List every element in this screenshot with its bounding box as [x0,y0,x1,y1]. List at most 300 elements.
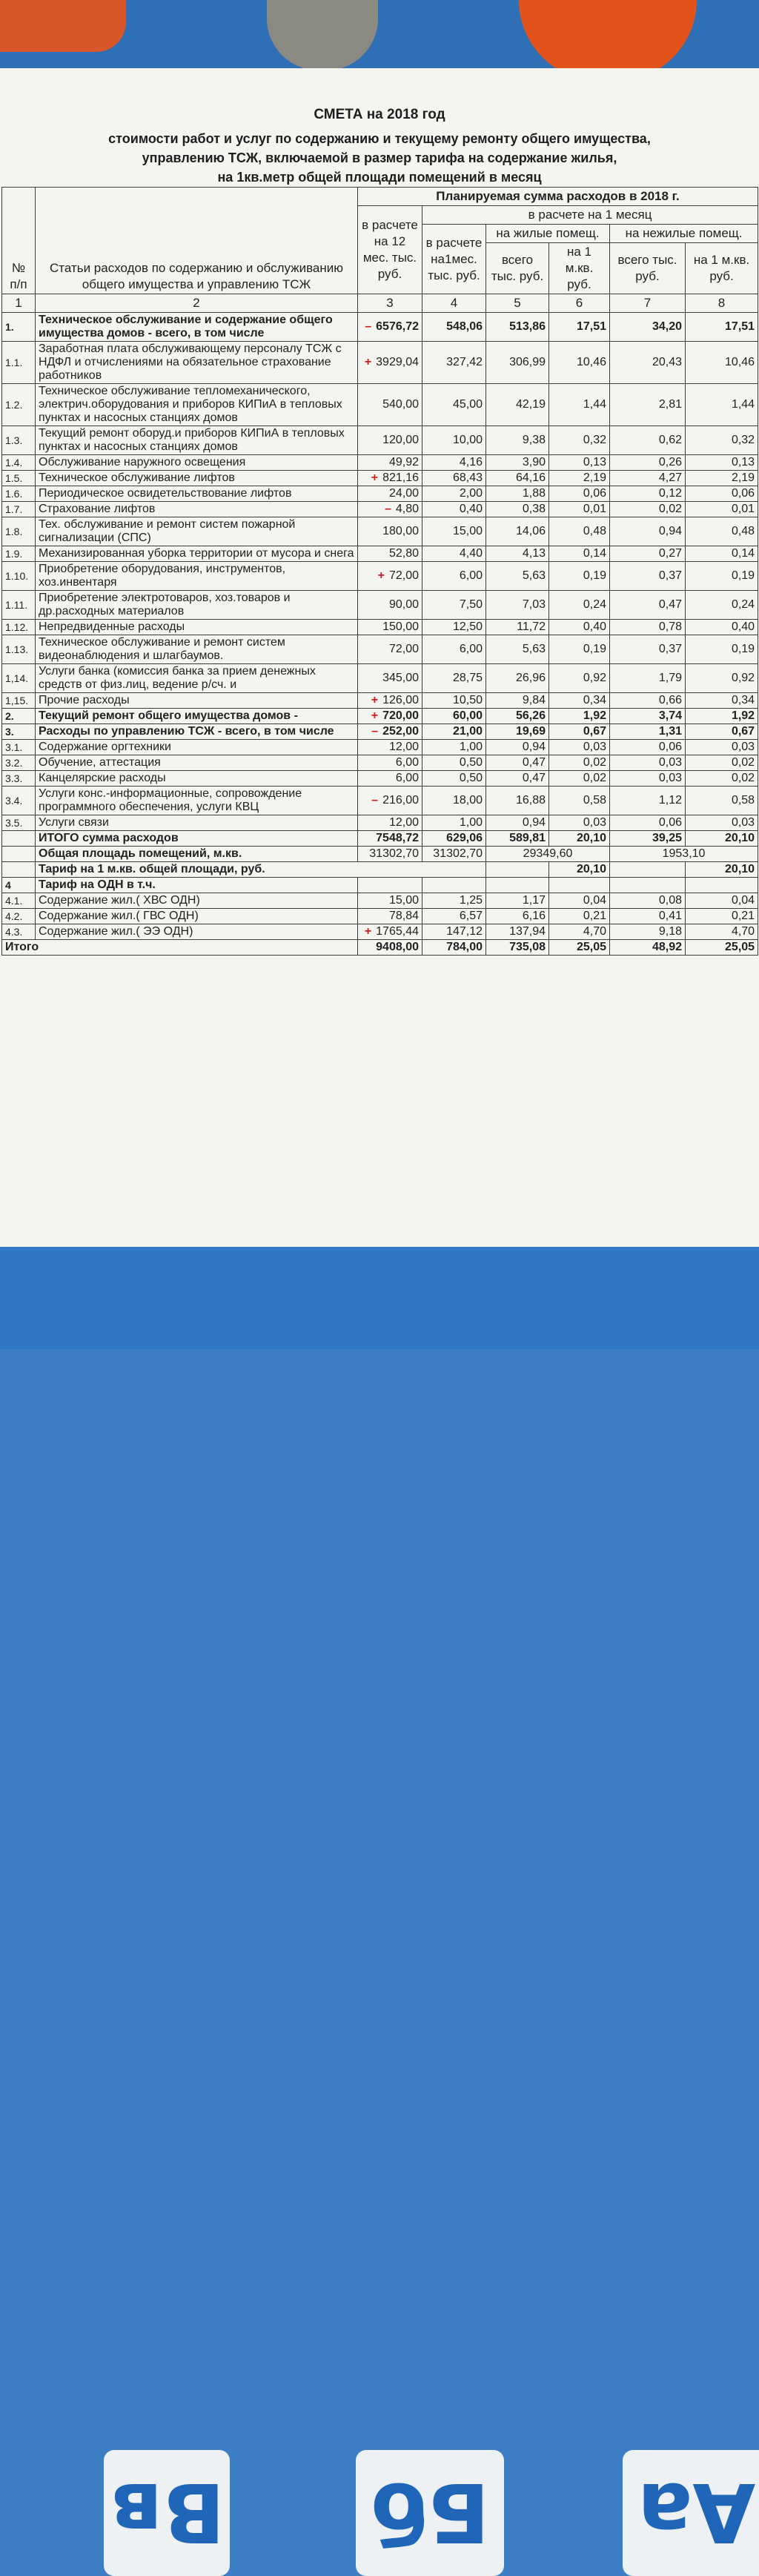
header-col3: в расчете на 12 мес. тыс. руб. [358,206,422,294]
value-cell [610,740,686,755]
value-text: 137,94 [509,925,546,938]
value-text: 7,03 [522,598,546,611]
table-row [2,620,758,635]
value-text: 4,70 [583,925,606,938]
value-cell [486,620,549,635]
value-cell [549,502,610,517]
table-row [2,384,758,426]
row-article: Услуги конс.-информационные, сопровождение программного обеспечения, услуги КВЦ [36,787,358,815]
handwritten-mark: + [371,471,379,484]
row-number: 2. [2,709,36,724]
value-text: 56,26 [515,709,546,722]
row-number: 1.10. [2,562,36,591]
value-text: 0,19 [731,643,755,655]
value-cell [610,693,686,709]
value-text: 4,27 [658,471,682,484]
value-cell [686,313,758,342]
value-cell [422,924,486,940]
value-text: 42,19 [515,398,546,411]
row-number [2,847,36,862]
value-text: 15,00 [388,894,419,907]
value-text: 9,84 [522,694,546,706]
value-cell [358,940,422,956]
toy-shape [0,0,126,52]
row-number: 3.4. [2,787,36,815]
value-cell [486,502,549,517]
tariff-label: Тариф на 1 м.кв. общей площади, руб. [36,862,486,878]
value-cell [686,815,758,831]
value-cell [686,940,758,956]
value-cell [549,909,610,924]
empty-cell [610,878,686,893]
value-cell [358,562,422,591]
value-text: 0,02 [731,772,755,784]
value-cell [610,313,686,342]
value-text: 2,81 [658,398,682,411]
value-cell [610,591,686,620]
value-text: 0,40 [459,503,483,515]
table-row [2,815,758,831]
value-cell [486,517,549,546]
value-cell [549,940,610,956]
value-cell [549,562,610,591]
value-text: 1,31 [658,725,682,738]
odn-header-label: Тариф на ОДН в т.ч. [36,878,358,893]
row-article: Тех. обслуживание и ремонт систем пожарной сигнализации (СПС) [36,517,358,546]
value-cell [549,342,610,384]
handwritten-mark: + [377,569,385,582]
value-cell [422,709,486,724]
row-article: Услуги банка (комиссия банка за прием денежных средств от физ.лиц, ведение р/сч. и [36,664,358,693]
value-cell [549,724,610,740]
value-cell [610,635,686,664]
value-cell [422,909,486,924]
value-text: 0,58 [583,794,606,807]
area-label: Общая площадь помещений, м.кв. [36,847,358,862]
value-cell [610,426,686,455]
value-text: 10,00 [452,434,483,446]
header-col6: на 1 м.кв. руб. [549,243,610,294]
value-cell [549,755,610,771]
value-text: 0,01 [731,503,755,515]
value-cell [422,635,486,664]
value-text: 735,08 [509,941,546,953]
value-cell [610,486,686,502]
value-cell [686,635,758,664]
value-cell [549,664,610,693]
value-cell [422,502,486,517]
value-cell [358,313,422,342]
row-number: 1.1. [2,342,36,384]
table-row [2,771,758,787]
value-cell [549,384,610,426]
value-text: 6576,72 [376,320,419,333]
value-cell [686,740,758,755]
value-text: 0,47 [522,772,546,784]
tariff-value: 20,10 [549,862,610,878]
value-text: 589,81 [509,832,546,844]
value-text: 0,02 [658,503,682,515]
column-number: 8 [686,294,758,313]
value-text: 0,04 [731,894,755,907]
value-text: 306,99 [509,356,546,368]
value-cell [610,831,686,847]
value-cell [610,771,686,787]
value-text: 1,79 [658,672,682,684]
table-row [2,562,758,591]
value-text: 18,00 [452,794,483,807]
value-cell [358,486,422,502]
header-articles: Статьи расходов по содержанию и обслуживанию общего имущества и управлению ТСЖ [36,188,358,294]
header-col5: всего тыс. руб. [486,243,549,294]
document-subtitle-line: на 1кв.метр общей площади помещений в месяц [217,170,542,185]
value-text: 6,16 [522,910,546,922]
value-cell [422,546,486,562]
column-number: 7 [610,294,686,313]
value-text: 12,50 [452,620,483,633]
value-text: 14,06 [515,525,546,537]
row-number: 1,14. [2,664,36,693]
value-text: 1,88 [522,487,546,500]
value-text: 26,96 [515,672,546,684]
value-text: 49,92 [388,456,419,468]
value-cell [358,426,422,455]
value-cell [610,709,686,724]
handwritten-mark: + [364,925,372,938]
row-number: 4.3. [2,924,36,940]
value-cell [422,591,486,620]
value-cell [358,620,422,635]
value-cell [486,635,549,664]
value-cell [358,384,422,426]
empty-cell [486,878,549,893]
value-cell [486,815,549,831]
area-value: 29349,60 [486,847,610,862]
header-no: № п/п [2,188,36,294]
value-text: 0,03 [658,772,682,784]
value-text: 9408,00 [376,941,419,953]
value-cell [686,342,758,384]
value-text: 720,00 [382,709,419,722]
value-text: 17,51 [576,320,606,333]
value-cell [358,815,422,831]
table-row [2,787,758,815]
value-cell [422,740,486,755]
value-text: 25,05 [725,941,755,953]
value-text: 2,19 [731,471,755,484]
value-text: 7548,72 [376,832,419,844]
value-cell [549,620,610,635]
value-text: 821,16 [382,471,419,484]
row-article: Техническое обслуживание и содержание общего имущества домов - всего, в том числе [36,313,358,342]
value-text: 0,47 [522,756,546,769]
row-article: Техническое обслуживание и ремонт систем видеонаблюдения и шлагбаумов. [36,635,358,664]
value-cell [422,342,486,384]
value-text: 0,03 [658,756,682,769]
total-row [2,831,758,847]
value-text: 0,21 [731,910,755,922]
letter-card: Аа [623,2450,759,2576]
table-row [2,893,758,909]
value-cell [610,384,686,426]
value-cell [358,893,422,909]
value-text: 12,00 [388,741,419,753]
value-cell [686,893,758,909]
value-cell [486,591,549,620]
value-text: 1,12 [658,794,682,807]
value-cell [422,724,486,740]
value-text: 0,06 [658,816,682,829]
value-cell [358,546,422,562]
value-cell [686,664,758,693]
value-cell [549,693,610,709]
value-text: 0,94 [522,741,546,753]
column-number: 1 [2,294,36,313]
value-text: 0,14 [583,547,606,560]
value-cell [686,426,758,455]
value-text: 20,10 [576,832,606,844]
row-number: 1. [2,313,36,342]
value-cell [358,924,422,940]
value-text: 0,08 [658,894,682,907]
value-cell [549,635,610,664]
value-text: 0,19 [731,569,755,582]
handwritten-mark: + [371,694,379,706]
value-text: 6,00 [395,772,419,784]
value-text: 0,67 [731,725,755,738]
column-number: 5 [486,294,549,313]
value-cell [549,426,610,455]
value-cell [686,909,758,924]
value-text: 180,00 [382,525,419,537]
value-cell [486,709,549,724]
row-number: 1.2. [2,384,36,426]
value-cell [358,342,422,384]
value-text: 0,92 [583,672,606,684]
row-number [2,862,36,878]
value-cell [486,664,549,693]
value-cell [610,546,686,562]
total-label: ИТОГО сумма расходов [36,831,358,847]
row-number: 1.11. [2,591,36,620]
value-text: 10,46 [576,356,606,368]
value-text: 0,21 [583,910,606,922]
value-cell [486,426,549,455]
letter-card: Бб [356,2450,504,2576]
value-cell [610,620,686,635]
value-cell [422,562,486,591]
column-number: 3 [358,294,422,313]
header-nonresidential: на нежилые помещ. [610,225,758,243]
value-cell [358,709,422,724]
grand-total-row [2,940,758,956]
value-cell [610,562,686,591]
value-cell [549,740,610,755]
value-text: 1,44 [583,398,606,411]
value-cell [610,893,686,909]
table-row [2,693,758,709]
empty-cell [549,878,610,893]
value-cell [486,924,549,940]
value-cell [358,591,422,620]
value-text: 0,47 [658,598,682,611]
value-text: 5,63 [522,643,546,655]
row-article: Расходы по управлению ТСЖ - всего, в том числе [36,724,358,740]
value-text: 28,75 [452,672,483,684]
value-cell [422,426,486,455]
table-row [2,426,758,455]
value-text: 4,16 [459,456,483,468]
value-text: 0,37 [658,569,682,582]
value-cell [422,620,486,635]
value-text: 1,17 [522,894,546,907]
value-text: 21,00 [452,725,483,738]
row-article: Приобретение электротоваров, хоз.товаров и др.расходных материалов [36,591,358,620]
value-cell [686,455,758,471]
value-text: 78,84 [388,910,419,922]
value-cell [358,471,422,486]
header-planned: Планируемая сумма расходов в 2018 г. [358,188,758,206]
empty-cell [486,862,549,878]
table-row [2,342,758,384]
header-col4: в расчете на1мес. тыс. руб. [422,225,486,294]
estimate-table [1,187,758,956]
value-cell [686,771,758,787]
value-cell [486,831,549,847]
row-article: Содержание оргтехники [36,740,358,755]
header-col8: на 1 м.кв. руб. [686,243,758,294]
column-number: 2 [36,294,358,313]
value-text: 0,03 [731,741,755,753]
value-cell [686,546,758,562]
value-cell [422,517,486,546]
value-cell [610,517,686,546]
empty-cell [610,862,686,878]
table-row [2,755,758,771]
value-text: 0,06 [583,487,606,500]
value-text: 345,00 [382,672,419,684]
value-cell [549,787,610,815]
value-text: 9,18 [658,925,682,938]
value-text: 147,12 [446,925,483,938]
header-per-month: в расчете на 1 месяц [422,206,758,225]
value-text: 1,00 [459,741,483,753]
value-text: 24,00 [388,487,419,500]
value-text: 548,06 [446,320,483,333]
empty-cell [422,878,486,893]
value-text: 1,92 [583,709,606,722]
value-text: 1,00 [459,816,483,829]
table-row [2,709,758,724]
table-row [2,909,758,924]
row-article: Техническое обслуживание тепломеханического, электрич.оборудования и приборов КИПиА в тепловых пунктах и насосных станциях домов [36,384,358,426]
area-row [2,847,758,862]
value-cell [422,893,486,909]
value-cell [486,940,549,956]
document-sheet [0,68,759,1247]
value-text: 15,00 [452,525,483,537]
row-number: 3.5. [2,815,36,831]
value-cell [549,486,610,502]
value-text: 12,00 [388,816,419,829]
value-text: 0,67 [583,725,606,738]
value-text: 0,02 [731,756,755,769]
value-text: 0,40 [731,620,755,633]
value-cell [422,831,486,847]
value-cell [549,771,610,787]
value-text: 0,48 [583,525,606,537]
value-cell [422,693,486,709]
value-text: 0,62 [658,434,682,446]
value-cell [358,635,422,664]
value-cell [686,755,758,771]
value-text: 1,44 [731,398,755,411]
value-cell [686,924,758,940]
value-cell [422,787,486,815]
row-number: 4 [2,878,36,893]
value-cell [549,591,610,620]
value-cell [358,455,422,471]
value-text: 6,00 [459,569,483,582]
row-number: 1.5. [2,471,36,486]
row-number: 4.1. [2,893,36,909]
value-cell [610,664,686,693]
value-cell [486,546,549,562]
value-cell [549,455,610,471]
handwritten-mark: – [365,320,372,333]
row-number: 1.4. [2,455,36,471]
value-cell [686,831,758,847]
row-number: 3.3. [2,771,36,787]
table-row [2,517,758,546]
value-text: 0,13 [583,456,606,468]
value-text: 629,06 [446,832,483,844]
value-text: 0,01 [583,503,606,515]
empty-cell [686,878,758,893]
value-cell [422,771,486,787]
value-cell [549,831,610,847]
value-text: 10,46 [725,356,755,368]
value-cell [549,893,610,909]
column-number: 4 [422,294,486,313]
value-cell [686,471,758,486]
table-row [2,502,758,517]
value-cell [610,455,686,471]
value-cell [610,940,686,956]
document-title: СМЕТА на 2018 год [314,107,445,122]
value-cell [686,517,758,546]
column-number: 6 [549,294,610,313]
toy-shape [267,0,378,70]
row-number: 1,15. [2,693,36,709]
empty-cell [358,878,422,893]
row-article: Страхование лифтов [36,502,358,517]
value-text: 126,00 [382,694,419,706]
handwritten-mark: – [371,725,379,738]
value-text: 0,03 [583,816,606,829]
value-cell [486,313,549,342]
value-cell [486,384,549,426]
value-text: 90,00 [388,598,419,611]
value-text: 0,04 [583,894,606,907]
value-cell [549,924,610,940]
value-text: 17,51 [725,320,755,333]
value-text: 0,92 [731,672,755,684]
value-cell [422,486,486,502]
value-text: 0,03 [583,741,606,753]
handwritten-mark: – [384,503,391,515]
value-cell [358,693,422,709]
